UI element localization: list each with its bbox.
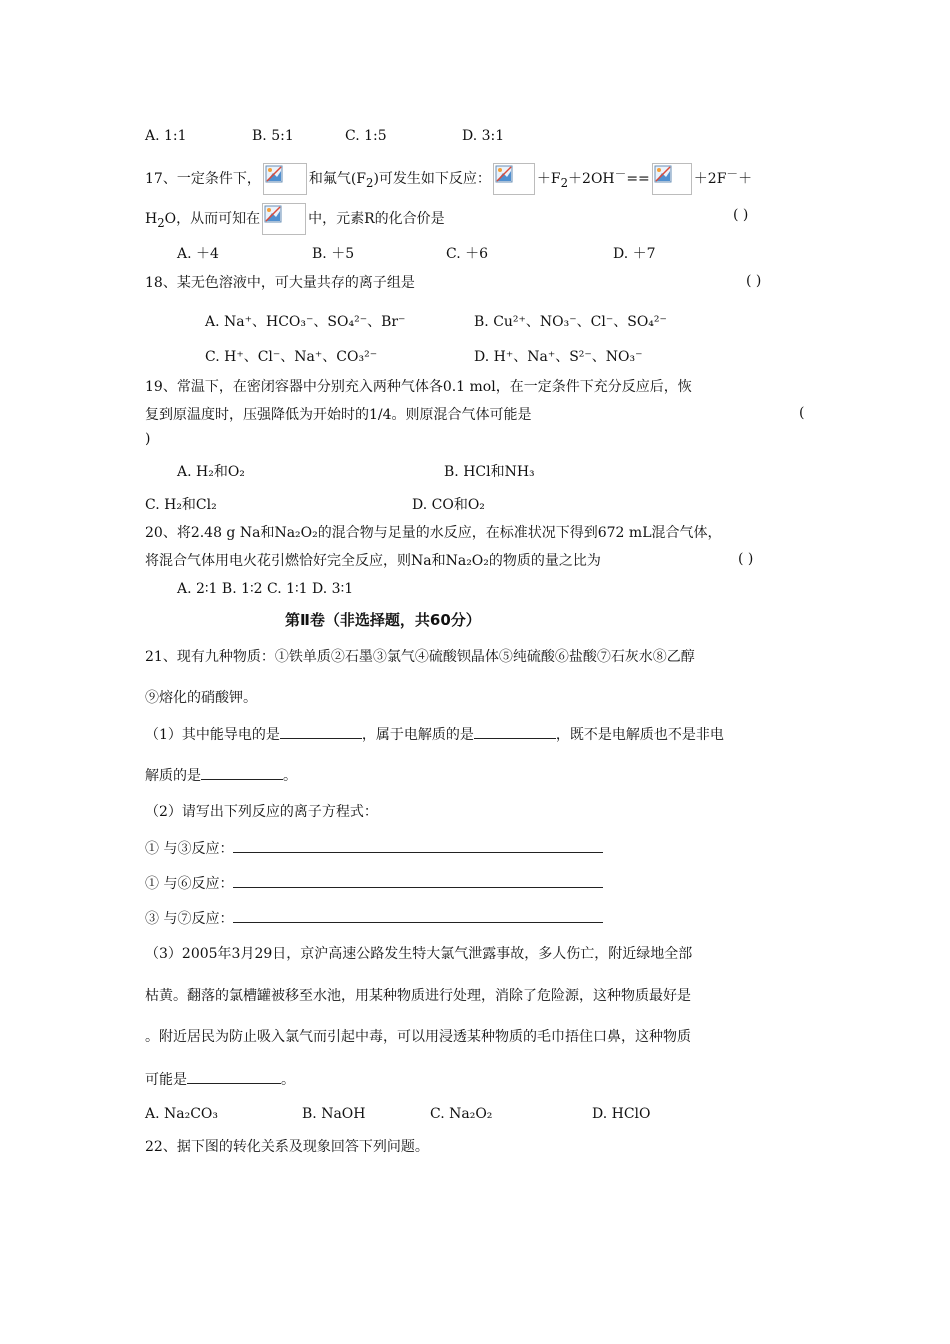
q21-option-d: D. HClO <box>592 1106 651 1122</box>
broken-image-icon <box>652 163 692 195</box>
q18-option-a: A. Na⁺、HCO₃⁻、SO₄²⁻、Br⁻ <box>205 314 406 330</box>
q19-stem-line1: 19、常温下，在密闭容器中分别充入两种气体各0.1 mol，在一定条件下充分反应后，恢 <box>145 379 692 395</box>
q21-part3-line1: （3）2005年3月29日，京沪高速公路发生特大氯气泄露事故，多人伤亡，附近绿地全部 <box>145 946 693 962</box>
q20-options: A. 2∶1 B. 1∶2 C. 1∶1 D. 3∶1 <box>177 581 354 597</box>
broken-image-icon <box>262 203 306 235</box>
q17-option-b: B. ＋5 <box>312 246 355 262</box>
q17-answer-paren: ( ) <box>733 207 749 223</box>
q21-part3-line4: 可能是 。 <box>145 1069 295 1090</box>
q21-part3-line2: 枯黄。翻落的氯槽罐被移至水池，用某种物质进行处理，消除了危险源，这种物质最好是 <box>145 988 691 1004</box>
answer-blank[interactable] <box>233 873 603 888</box>
q17-stem-line2: $H_2O$，从而可知在 中，元素R的化合价是 <box>145 203 445 235</box>
q21-stem-line1: 21、现有九种物质：①铁单质②石墨③氯气④硫酸钡晶体⑤纯硫酸⑥盐酸⑦石灰水⑧乙醇 <box>145 649 695 665</box>
q18-option-d: D. H⁺、Na⁺、S²⁻、NO₃⁻ <box>474 349 643 365</box>
q17-option-d: D. ＋7 <box>613 246 656 262</box>
q22-stem: 22、据下图的转化关系及现象回答下列问题。 <box>145 1139 429 1155</box>
q17-option-a: A. ＋4 <box>177 246 219 262</box>
q18-stem: 18、某无色溶液中，可大量共存的离子组是 <box>145 275 415 291</box>
q18-option-b: B. Cu²⁺、NO₃⁻、Cl⁻、SO₄²⁻ <box>474 314 667 330</box>
answer-blank[interactable] <box>187 1069 281 1084</box>
q20-answer-paren: ( ) <box>738 551 754 567</box>
q21-option-a: A. Na₂CO₃ <box>145 1106 219 1122</box>
q21-option-b: B. NaOH <box>302 1106 366 1122</box>
q21-stem-line2: ⑨熔化的硝酸钾。 <box>145 690 257 706</box>
broken-image-icon <box>493 163 535 195</box>
q16-option-b: B. 5:1 <box>252 128 294 144</box>
q19-option-b: B. HCl和NH₃ <box>444 464 535 480</box>
q16-option-d: D. 3:1 <box>462 128 505 144</box>
answer-blank[interactable] <box>233 908 603 923</box>
answer-blank[interactable] <box>233 838 603 853</box>
q16-option-c: C. 1:5 <box>345 128 387 144</box>
q19-paren-open: ( <box>799 405 805 421</box>
q21-option-c: C. Na₂O₂ <box>430 1106 493 1122</box>
q21-part1-line2: 解质的是 。 <box>145 765 297 786</box>
q18-answer-paren: ( ) <box>746 273 762 289</box>
q16-option-a: A. 1:1 <box>145 128 187 144</box>
q21-reaction-3: ③ 与⑦反应： <box>145 908 603 929</box>
q19-stem-line2: 复到原温度时，压强降低为开始时的1/4。则原混合气体可能是 <box>145 407 532 423</box>
q20-stem-line2: 将混合气体用电火花引燃恰好完全反应，则Na和Na₂O₂的物质的量之比为 <box>145 553 601 569</box>
q21-part3-line3: 。附近居民为防止吸入氯气而引起中毒，可以用浸透某种物质的毛巾捂住口鼻，这种物质 <box>145 1029 691 1045</box>
section-2-title: 第Ⅱ卷（非选择题，共60分） <box>285 611 481 629</box>
q21-reaction-1: ① 与③反应： <box>145 838 603 859</box>
q19-option-a: A. H₂和O₂ <box>177 464 245 480</box>
broken-image-icon <box>263 163 307 195</box>
q18-option-c: C. H⁺、Cl⁻、Na⁺、CO₃²⁻ <box>205 349 378 365</box>
q17-stem-line1: 17、一定条件下， 和氟气$(F_2)$可发生如下反应： $+F_2+2OH^-==$ ＋2F－＋ <box>145 163 752 195</box>
q21-reaction-2: ① 与⑥反应： <box>145 873 603 894</box>
q17-option-c: C. ＋6 <box>446 246 489 262</box>
answer-blank[interactable] <box>474 724 556 739</box>
answer-blank[interactable] <box>280 724 362 739</box>
q19-option-d: D. CO和O₂ <box>412 497 485 513</box>
q20-stem-line1: 20、将2.48 g Na和Na₂O₂的混合物与足量的水反应，在标准状况下得到672 mL混合气体， <box>145 525 722 541</box>
q19-paren-close: ) <box>145 431 151 447</box>
answer-blank[interactable] <box>201 765 283 780</box>
q21-part2-heading: （2）请写出下列反应的离子方程式： <box>145 804 378 820</box>
q19-option-c: C. H₂和Cl₂ <box>145 497 217 513</box>
q21-part1-line1: （1）其中能导电的是 ，属于电解质的是 ，既不是电解质也不是非电 <box>145 724 724 745</box>
